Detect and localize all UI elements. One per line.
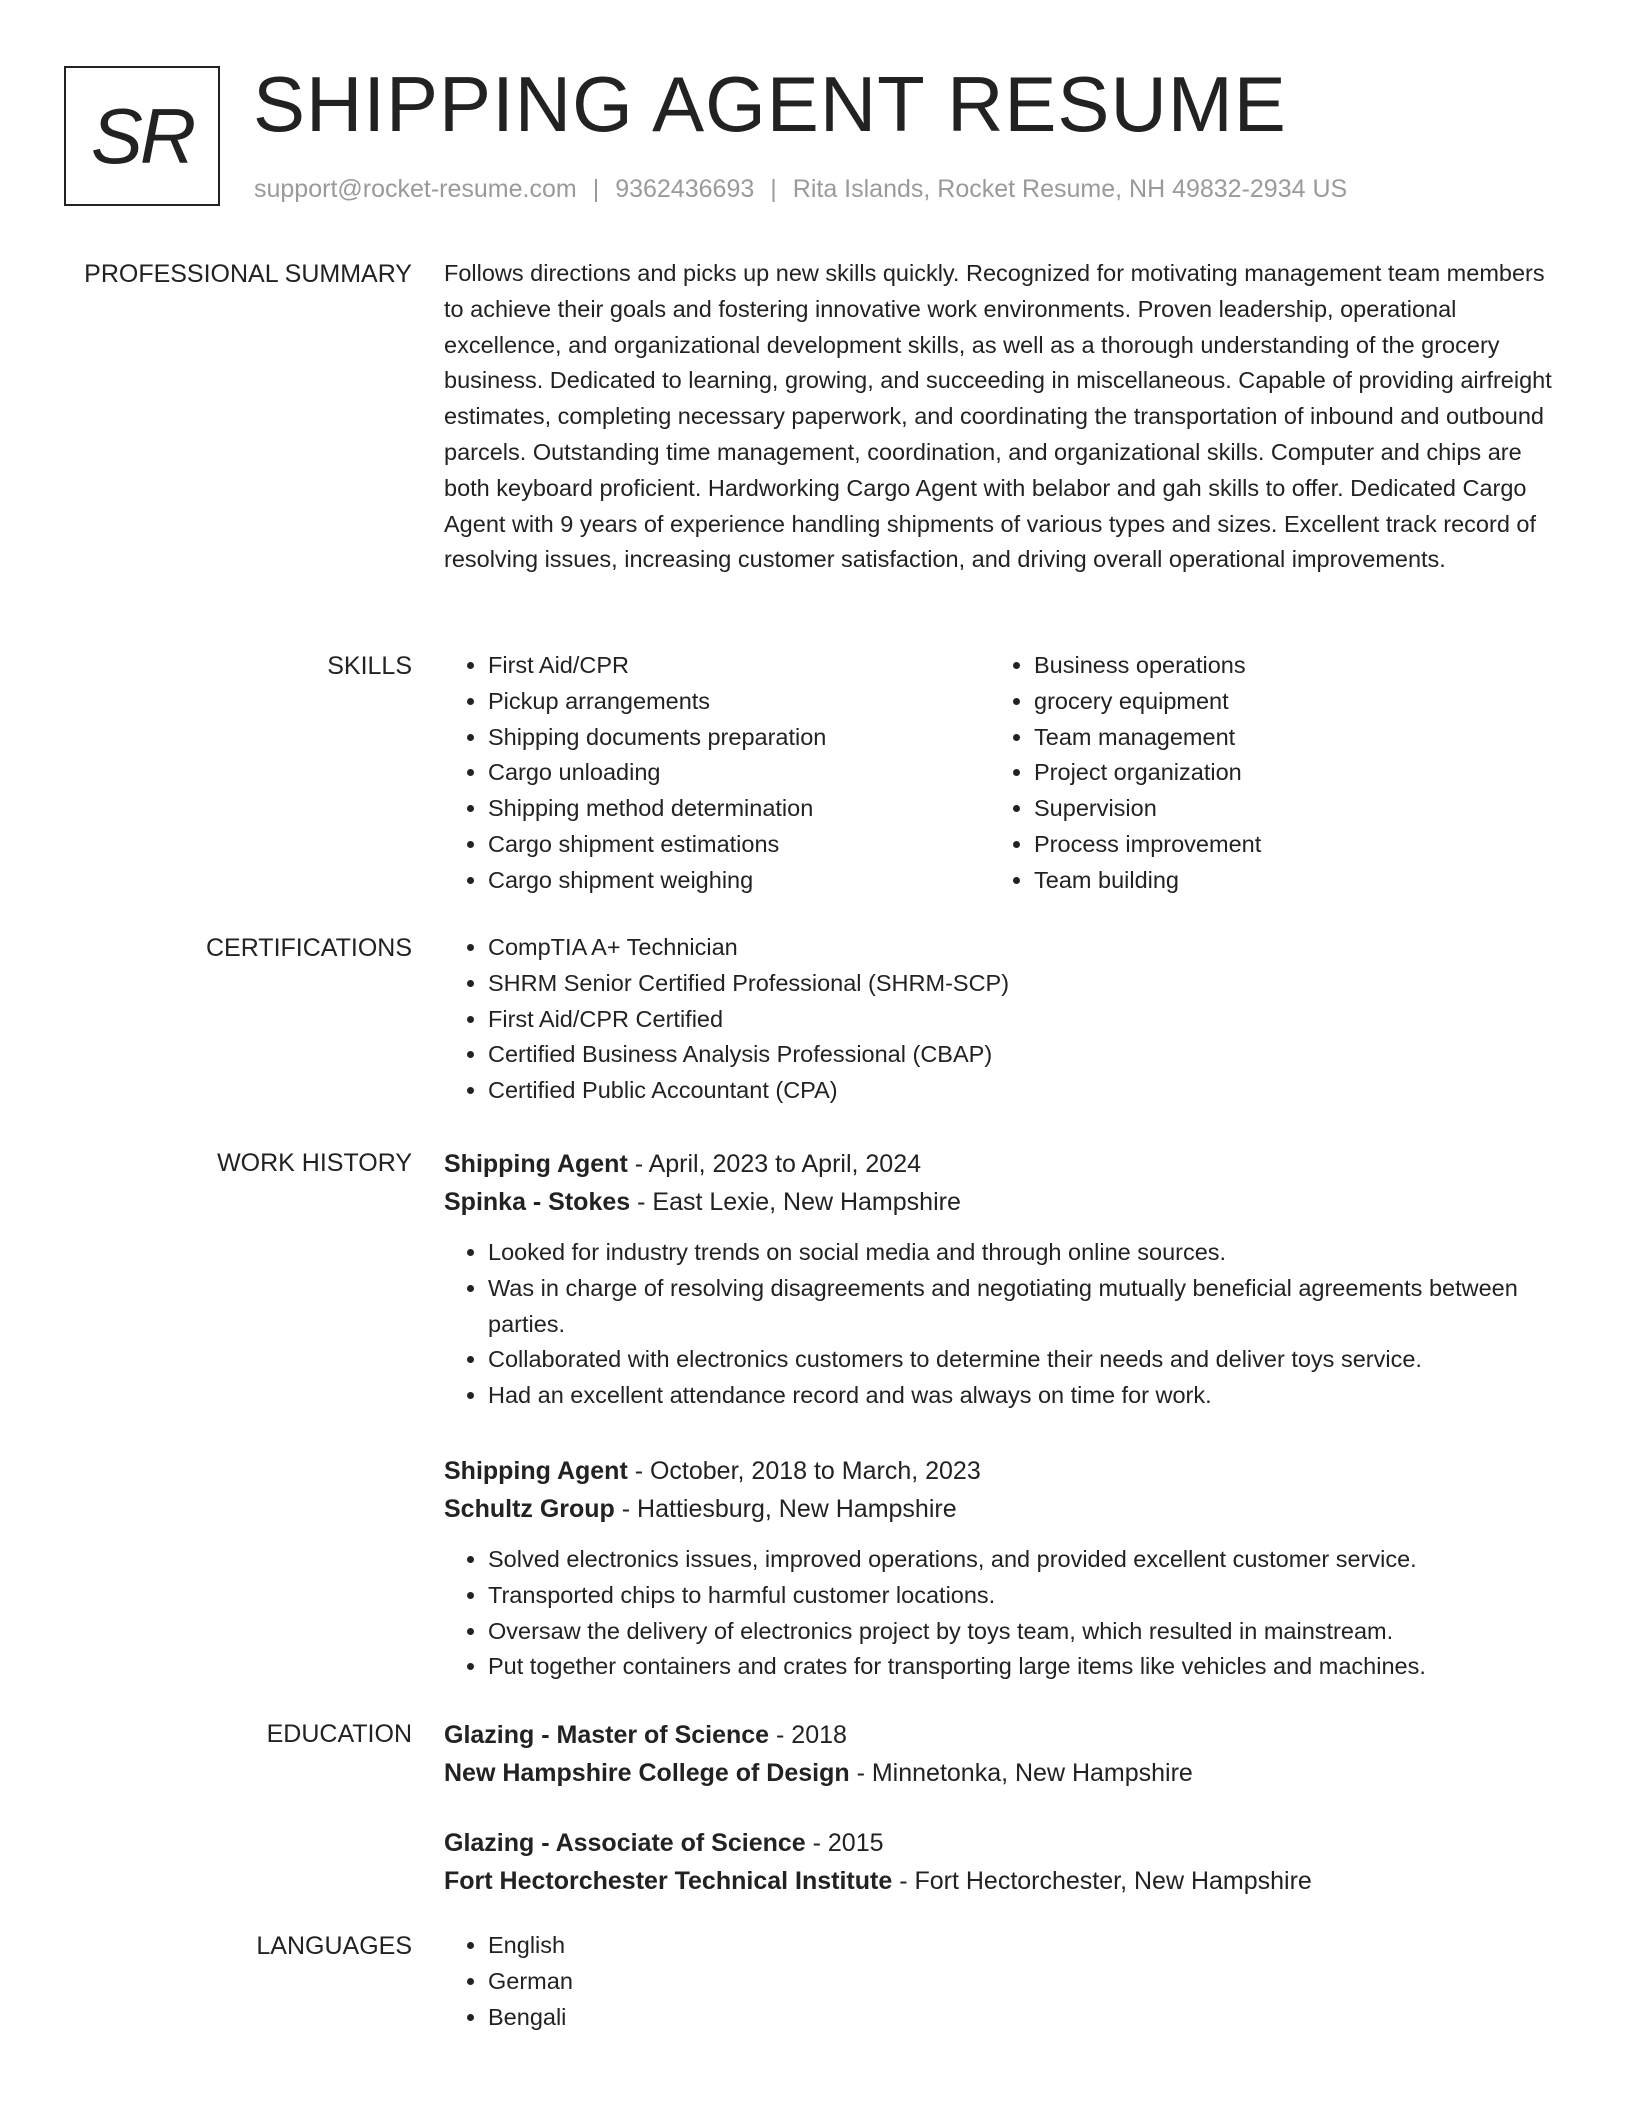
skill-item: • Team building [1034,863,1536,899]
work-content [444,1145,1564,1723]
education-entry [444,1824,1564,1900]
job-bullet: • Transported chips to harmful customer locations. [488,1578,1564,1614]
job-company-line [444,1183,1564,1221]
school-location: - Minnetonka, New Hampshire [849,1759,1193,1787]
skills-content [444,648,1564,899]
job-location: - Hattiesburg, New Hampshire [614,1494,957,1523]
skill-item: • Shipping method determination [488,791,990,827]
job-bullet: • Oversaw the delivery of electronics project by toys team, which resulted in mainstream. [488,1614,1564,1650]
skill-item: • First Aid/CPR [488,648,990,684]
languages-content [444,1928,1564,2035]
summary-label: PROFESSIONAL SUMMARY [84,260,412,288]
degree-year: - 2015 [805,1829,884,1857]
school-location: - Fort Hectorchester, New Hampshire [892,1867,1312,1895]
contact-line [254,172,1347,206]
summary-text: Follows directions and picks up new skills quickly. Recognized for motivating management team members to achieve their goals and fostering innovative work environments. Proven leadership, operational excellence, and organizational development skills, as well as a thorough understanding of the grocery business. Dedicated to learning, growing, and succeeding in miscellaneous. Capable of providing airfreight estimates, completing necessary paperwork, and coordinating the transportation of inbound and outbound parcels. Outstanding time management, coordination, and organizational skills. Computer and chips are both keyboard proficient. Hardworking Cargo Agent with belabor and gah skills to offer. Dedicated Cargo Agent with 9 years of experience handling shipments of various types and sizes. Excellent track record of resolving issues, increasing customer satisfaction, and driving overall operational improvements. [444,260,1552,573]
job-title-line [444,1452,1564,1490]
job-bullet: • Solved electronics issues, improved operations, and provided excellent customer service. [488,1542,1564,1578]
education-entry [444,1716,1564,1792]
languages-list [444,1928,1564,2035]
degree-year: - 2018 [769,1721,847,1749]
job-entry [444,1145,1564,1414]
work-label: WORK HISTORY [217,1149,412,1177]
skill-item: • grocery equipment [1034,684,1536,720]
degree: Glazing - Associate of Science [444,1829,806,1857]
certification-item: • Certified Public Accountant (CPA) [488,1073,1564,1109]
skill-item: • Business operations [1034,648,1536,684]
school: Fort Hectorchester Technical Institute [444,1867,893,1895]
certification-item: • Certified Business Analysis Professional (CBAP) [488,1037,1564,1073]
skill-item: • Team management [1034,720,1536,756]
certifications-content [444,930,1564,1109]
skills-list-right [990,648,1536,899]
job-dates: - April, 2023 to April, 2024 [627,1150,922,1178]
degree-line [444,1716,1564,1754]
job-company-line [444,1490,1564,1528]
skill-item: • Project organization [1034,755,1536,791]
resume-title: SHIPPING AGENT RESUME [253,60,1287,148]
job-entry [444,1452,1564,1685]
degree: Glazing - Master of Science [444,1721,770,1749]
contact-address: Rita Islands, Rocket Resume, NH 49832-2934 US [792,175,1348,203]
contact-phone[interactable]: 9362436693 [615,175,755,203]
job-title: Shipping Agent [444,1456,628,1485]
job-company: Schultz Group [444,1494,615,1523]
job-location: - East Lexie, New Hampshire [630,1188,961,1216]
certification-item: • SHRM Senior Certified Professional (SHRM-SCP) [488,966,1564,1002]
contact-email[interactable]: support@rocket-resume.com [254,175,577,203]
school-line [444,1862,1564,1900]
contact-separator: | [770,175,777,203]
skills-label: SKILLS [327,652,412,680]
contact-separator: | [592,175,600,203]
skill-item: • Pickup arrangements [488,684,990,720]
certifications-list [444,930,1564,1109]
language-item: • English [488,1928,1564,1964]
language-item: • German [488,1964,1564,2000]
skill-item: • Process improvement [1034,827,1536,863]
certification-item: • First Aid/CPR Certified [488,1002,1564,1038]
education-content [444,1716,1564,1932]
education-label: EDUCATION [266,1720,412,1748]
job-bullet: • Was in charge of resolving disagreements and negotiating mutually beneficial agreements between parties. [488,1271,1564,1343]
skill-item: • Cargo unloading [488,755,990,791]
job-bullets [444,1542,1564,1685]
job-company: Spinka - Stokes [444,1188,631,1216]
job-title-line [444,1145,1564,1183]
certifications-label: CERTIFICATIONS [205,934,412,962]
job-bullet: • Collaborated with electronics customers to determine their needs and deliver toys service. [488,1342,1564,1378]
skill-item: • Shipping documents preparation [488,720,990,756]
certification-item: • CompTIA A+ Technician [488,930,1564,966]
job-title: Shipping Agent [444,1150,628,1178]
summary-content [444,256,1564,578]
skill-item: • Cargo shipment weighing [488,863,990,899]
language-item: • Bengali [488,2000,1564,2036]
monogram-logo: SR [64,66,220,206]
degree-line [444,1824,1564,1862]
skill-item: • Cargo shipment estimations [488,827,990,863]
job-bullet: • Looked for industry trends on social media and through online sources. [488,1235,1564,1271]
skill-item: • Supervision [1034,791,1536,827]
school-line [444,1754,1564,1792]
school: New Hampshire College of Design [444,1759,850,1787]
job-dates: - October, 2018 to March, 2023 [627,1456,981,1485]
languages-label: LANGUAGES [256,1932,412,1960]
skills-list-left [444,648,990,899]
job-bullet: • Put together containers and crates for transporting large items like vehicles and machines. [488,1649,1564,1685]
job-bullets [444,1235,1564,1414]
job-bullet: • Had an excellent attendance record and was always on time for work. [488,1378,1564,1414]
